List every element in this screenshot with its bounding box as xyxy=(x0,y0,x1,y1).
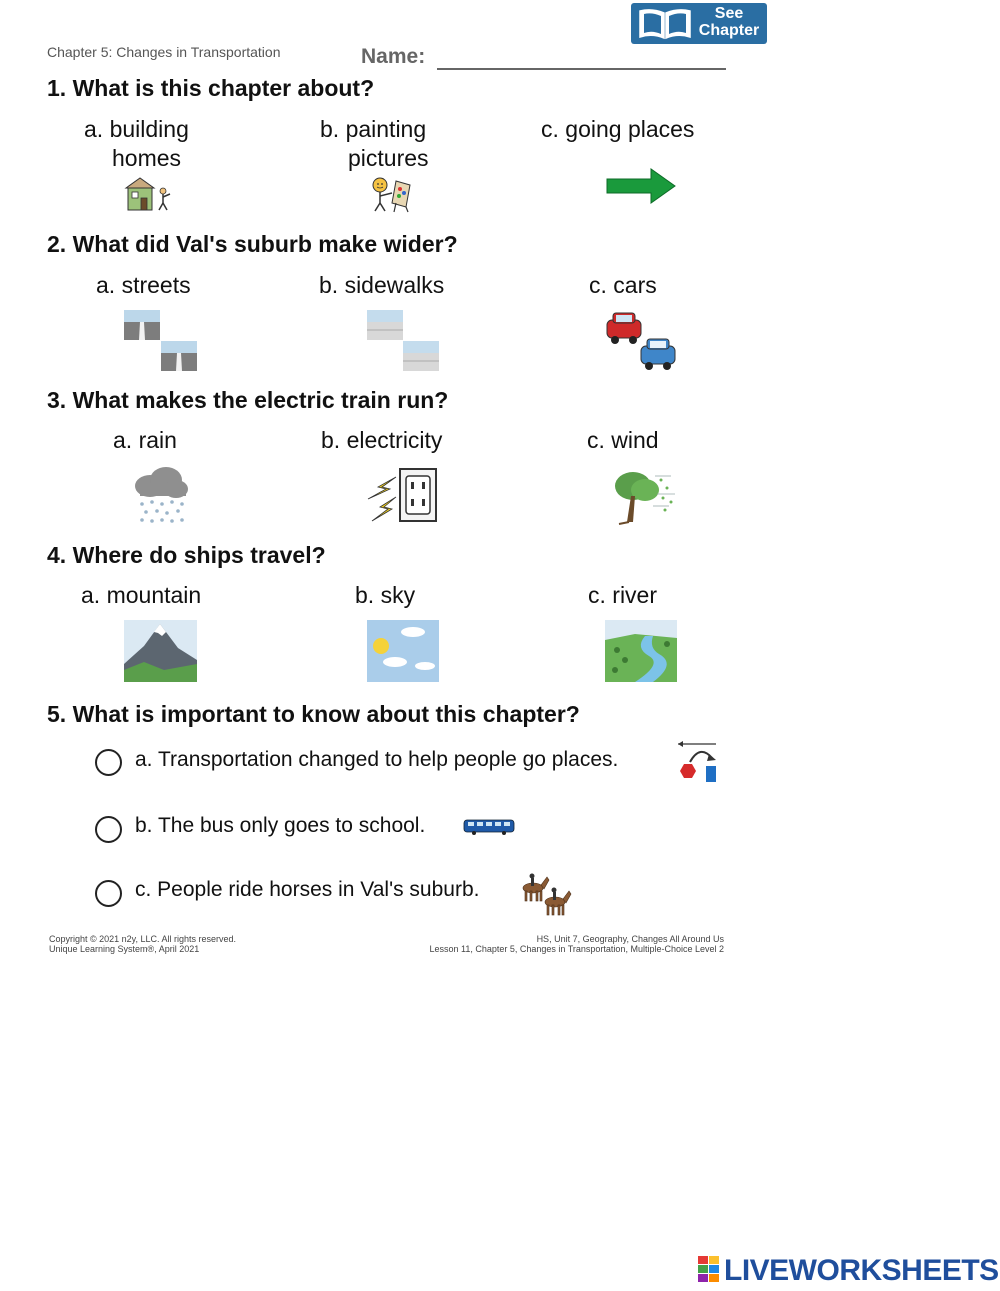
q1-option-b[interactable] xyxy=(320,115,429,173)
windy-tree-icon xyxy=(605,466,677,526)
question-1: 1. What is this chapter about? xyxy=(47,75,375,101)
bus-icon xyxy=(463,819,515,835)
q1-option-c[interactable] xyxy=(541,115,694,144)
name-label: Name: xyxy=(361,45,426,68)
streets-icon xyxy=(124,310,198,372)
q4-option-b[interactable]: b. sky xyxy=(355,582,416,608)
river-icon xyxy=(605,620,677,682)
painter-icon xyxy=(370,175,414,213)
sky-icon xyxy=(367,620,439,682)
question-3: 3. What makes the electric train run? xyxy=(47,387,449,413)
q2-option-c[interactable]: c. cars xyxy=(589,272,657,298)
chapter-title: Chapter 5: Changes in Transportation xyxy=(47,44,281,60)
rain-cloud-icon xyxy=(130,464,192,526)
q1-option-a[interactable] xyxy=(84,115,189,173)
electric-outlet-icon xyxy=(366,467,440,523)
sidewalks-icon xyxy=(367,310,439,372)
mountain-icon xyxy=(124,620,197,682)
q3-option-c[interactable]: c. wind xyxy=(587,427,659,453)
arrow-right-icon xyxy=(605,167,677,205)
q5-radio-c[interactable] xyxy=(95,880,122,907)
footer-copyright xyxy=(49,934,236,954)
q4-option-c[interactable]: c. river xyxy=(588,582,657,608)
book-icon xyxy=(637,7,693,41)
horse-riders-icon xyxy=(519,871,573,917)
q5-radio-a[interactable] xyxy=(95,749,122,776)
q5-option-a[interactable]: a. Transportation changed to help people go places. xyxy=(135,748,619,771)
see-chapter-line2: Chapter xyxy=(698,22,760,39)
cars-icon xyxy=(605,310,677,370)
question-5: 5. What is important to know about this chapter? xyxy=(47,701,580,727)
question-2: 2. What did Val's suburb make wider? xyxy=(47,231,458,257)
footer-left-line1: Copyright © 2021 n2y, LLC. All rights reserved. xyxy=(49,934,237,944)
liveworksheets-logo-text: LIVEWORKSHEETS xyxy=(724,1254,999,1287)
q5-radio-b[interactable] xyxy=(95,816,122,843)
footer-right-line2: Lesson 11, Chapter 5, Changes in Transportation, Multiple-Choice Level 2 xyxy=(429,944,724,954)
house-builder-icon xyxy=(124,176,174,212)
q5-option-c[interactable]: c. People ride horses in Val's suburb. xyxy=(135,878,480,901)
q5-option-b[interactable]: b. The bus only goes to school. xyxy=(135,814,426,837)
see-chapter-line1: See xyxy=(714,5,744,22)
q4-option-a[interactable]: a. mountain xyxy=(81,582,202,608)
footer-lesson-info xyxy=(420,934,724,954)
name-line xyxy=(437,68,726,70)
q1-option-c-line1: c. going places xyxy=(541,116,695,142)
question-4: 4. Where do ships travel? xyxy=(47,542,326,568)
q1-option-a-line2: homes xyxy=(112,145,182,171)
q2-option-b[interactable]: b. sidewalks xyxy=(319,272,445,298)
q1-option-b-line2: pictures xyxy=(348,145,429,171)
q1-option-a-line1: a. building xyxy=(84,116,189,142)
change-icon xyxy=(676,740,720,784)
q1-option-b-line1: b. painting xyxy=(320,116,427,142)
see-chapter-button[interactable] xyxy=(631,3,767,44)
footer-right-line1: HS, Unit 7, Geography, Changes All Around Us xyxy=(536,934,724,944)
q2-option-a[interactable]: a. streets xyxy=(96,272,191,298)
q3-option-a[interactable]: a. rain xyxy=(113,427,177,453)
liveworksheets-logo-icon xyxy=(698,1256,722,1286)
footer-left-line2: Unique Learning System®, April 2021 xyxy=(49,944,200,954)
q3-option-b[interactable]: b. electricity xyxy=(321,427,443,453)
